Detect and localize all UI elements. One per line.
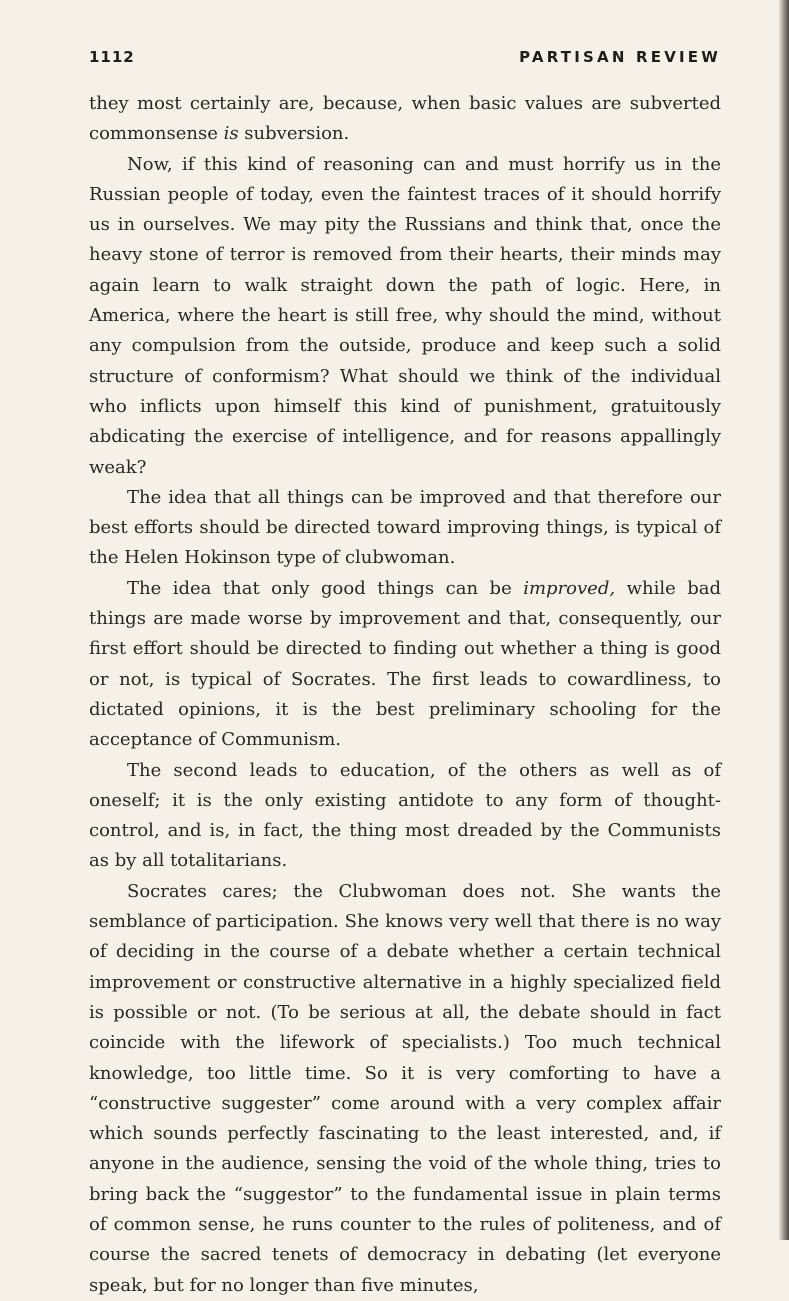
text-run: while bad things are made worse by improvement and that, consequently, our first effort should be directed to finding out whether a thing is good or not, is typical of Socrates. The first leads to cowardliness, to dictated opinions, it is the best preliminary schooling for the acceptance of Communism. — [89, 577, 721, 751]
paragraph — [89, 483, 721, 574]
paragraph — [89, 574, 721, 756]
text-run: subversion. — [238, 123, 350, 145]
text-run: Now, if this kind of reasoning can and must horrify us in the Russian people of today, even the faintest traces of it should horrify us in ourselves. We may pity the Russians and think that, once the heavy stone of terror is removed from their hearts, their minds may again learn to walk straight down the path of logic. Here, in America, where the heart is still free, why should the mind, without any compulsion from the outside, produce and keep such a solid structure of conformism? What should we think of the individual who inflicts upon himself this kind of punishment, gratuitously abdicating the exercise of intelligence, and for reasons appallingly weak? — [89, 153, 721, 478]
text-run: The idea that all things can be improved and that therefore our best efforts should be directed toward improving things, is typical of the Helen Hokinson type of clubwoman. — [89, 486, 721, 569]
italic-run: is — [223, 123, 239, 145]
page-edge-shadow — [779, 0, 789, 1240]
page-number: 1112 — [89, 48, 135, 66]
italic-run: improved, — [523, 577, 616, 599]
page-header — [89, 48, 721, 74]
body-text — [89, 89, 721, 1301]
paragraph — [89, 756, 721, 877]
paragraph — [89, 150, 721, 483]
text-run: they most certainly are, because, when basic values are subverted commonsense — [89, 93, 721, 145]
text-run: The second leads to education, of the others as well as of oneself; it is the only existing antidote to any form of thought-control, and is, in fact, the thing most dreaded by the Communists as by all totalitarians. — [89, 759, 721, 872]
paragraph — [89, 877, 721, 1301]
text-run: The idea that only good things can be — [127, 577, 524, 599]
running-head: PARTISAN REVIEW — [519, 48, 721, 66]
paragraph — [89, 89, 721, 150]
text-run: Socrates cares; the Clubwoman does not. She wants the semblance of participation. She knows very well that there is no way of deciding in the course of a debate whether a certain technical improvement or constructive alternative in a highly specialized field is possible or not. (To be serious at all, the debate should in fact coincide with the lifework of specialists.) Too much technical knowledge, too little time. So it is very comforting to have a “constructive suggester” come around with a very complex affair which sounds perfectly fascinating to the least interested, and, if anyone in the audience, sensing the void of the whole thing, tries to bring back the “suggestor” to the fundamental issue in plain terms of common sense, he runs counter to the rules of politeness, and of course the sacred tenets of democracy in debating (let everyone speak, but for no longer than five minutes, — [89, 880, 721, 1296]
